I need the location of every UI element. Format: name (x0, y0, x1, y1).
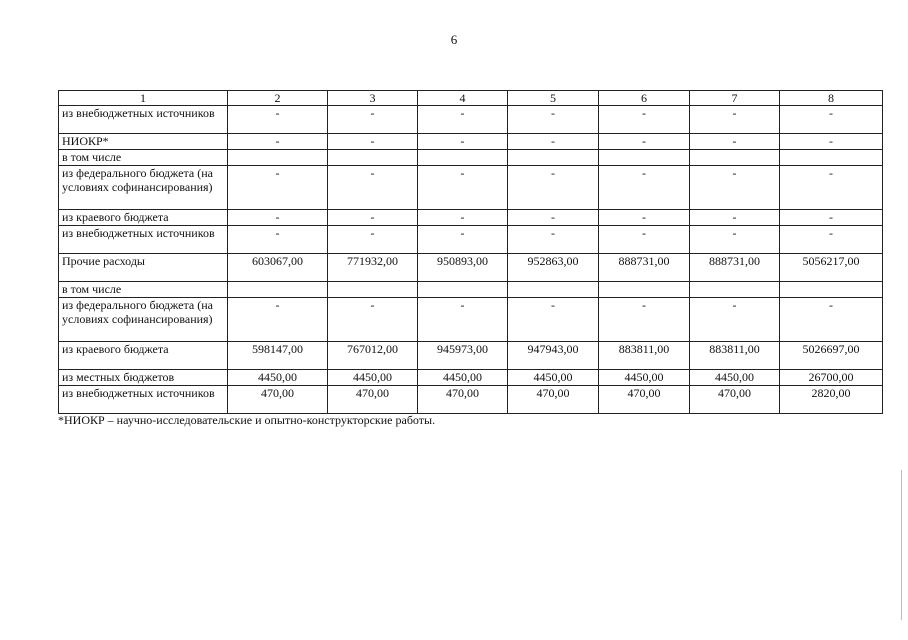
table-cell: - (328, 166, 418, 210)
table-cell (328, 282, 418, 298)
table-cell: 470,00 (508, 386, 599, 414)
table-cell: - (328, 226, 418, 254)
table-cell (328, 150, 418, 166)
row-label: в том числе (59, 150, 228, 166)
table-cell: - (228, 210, 328, 226)
table-cell: - (690, 298, 780, 342)
table-row (59, 298, 883, 342)
table-cell: - (599, 210, 690, 226)
column-header: 4 (418, 91, 508, 106)
row-label: из местных бюджетов (59, 370, 228, 386)
table-row (59, 106, 883, 134)
table-cell: 470,00 (228, 386, 328, 414)
table-cell (690, 150, 780, 166)
table-cell: - (690, 134, 780, 150)
row-label: из федерального бюджета (на условиях софинансирования) (59, 298, 228, 342)
row-label: из краевого бюджета (59, 210, 228, 226)
table-cell: - (228, 226, 328, 254)
row-label: из внебюджетных источников (59, 106, 228, 134)
scan-margin-line (901, 470, 902, 620)
table-cell: - (508, 210, 599, 226)
table-cell: - (418, 106, 508, 134)
table-cell: - (508, 226, 599, 254)
column-header: 7 (690, 91, 780, 106)
table-cell (418, 282, 508, 298)
table-header-row (59, 91, 883, 106)
table-cell: 4450,00 (508, 370, 599, 386)
table-cell: - (780, 210, 883, 226)
table-cell: 470,00 (328, 386, 418, 414)
table-cell: - (690, 106, 780, 134)
page-number: 6 (450, 32, 458, 47)
row-label: Прочие расходы (59, 254, 228, 282)
table-cell: 952863,00 (508, 254, 599, 282)
table-cell: 470,00 (418, 386, 508, 414)
table-cell: - (599, 226, 690, 254)
table-cell (690, 282, 780, 298)
table-row (59, 370, 883, 386)
table-row (59, 282, 883, 298)
table-cell: - (508, 134, 599, 150)
table-row (59, 386, 883, 414)
table-cell: - (780, 106, 883, 134)
table-row (59, 166, 883, 210)
table-cell (599, 282, 690, 298)
table-cell: 888731,00 (690, 254, 780, 282)
row-label: из внебюджетных источников (59, 226, 228, 254)
footnote: *НИОКР – научно-исследовательские и опытно-конструкторские работы. (58, 413, 436, 427)
row-label: из федерального бюджета (на условиях софинансирования) (59, 166, 228, 210)
table-cell: 603067,00 (228, 254, 328, 282)
table-row (59, 134, 883, 150)
table-cell: 598147,00 (228, 342, 328, 370)
table-cell: 4450,00 (418, 370, 508, 386)
table-cell: - (780, 226, 883, 254)
column-header: 2 (228, 91, 328, 106)
table-cell: 470,00 (599, 386, 690, 414)
table-cell (418, 150, 508, 166)
table-cell: 5056217,00 (780, 254, 883, 282)
table-cell: - (599, 134, 690, 150)
table-cell: - (690, 210, 780, 226)
table-cell: 883811,00 (690, 342, 780, 370)
table-cell: 945973,00 (418, 342, 508, 370)
table-cell: 947943,00 (508, 342, 599, 370)
table-cell: 771932,00 (328, 254, 418, 282)
table-cell (508, 282, 599, 298)
table-cell (228, 150, 328, 166)
table-cell: - (508, 106, 599, 134)
table-cell: - (328, 298, 418, 342)
table-cell: 767012,00 (328, 342, 418, 370)
table-cell: 950893,00 (418, 254, 508, 282)
table-cell: - (418, 166, 508, 210)
table-cell: - (418, 298, 508, 342)
table-cell (780, 282, 883, 298)
table-row (59, 342, 883, 370)
table-cell (599, 150, 690, 166)
table-cell: - (690, 226, 780, 254)
column-header: 1 (59, 91, 228, 106)
table-cell: - (508, 166, 599, 210)
table-cell: - (780, 298, 883, 342)
table-cell: 26700,00 (780, 370, 883, 386)
table-cell: 4450,00 (599, 370, 690, 386)
table-cell: 4450,00 (690, 370, 780, 386)
table-cell (508, 150, 599, 166)
budget-table (58, 90, 883, 414)
table-cell: - (228, 298, 328, 342)
row-label: из краевого бюджета (59, 342, 228, 370)
table-cell: - (599, 166, 690, 210)
table-row (59, 226, 883, 254)
table-cell: - (690, 166, 780, 210)
table-cell: - (328, 134, 418, 150)
table-cell: - (508, 298, 599, 342)
row-label: НИОКР* (59, 134, 228, 150)
table-cell: - (228, 106, 328, 134)
table-cell: - (418, 226, 508, 254)
table-cell: - (418, 134, 508, 150)
column-header: 3 (328, 91, 418, 106)
table-cell: - (228, 134, 328, 150)
table-cell: - (780, 134, 883, 150)
column-header: 5 (508, 91, 599, 106)
table-row (59, 150, 883, 166)
table-cell (228, 282, 328, 298)
table-cell: 5026697,00 (780, 342, 883, 370)
table-cell (780, 150, 883, 166)
table-cell: 4450,00 (328, 370, 418, 386)
table-cell: - (418, 210, 508, 226)
table-cell: - (328, 210, 418, 226)
table-cell: - (328, 106, 418, 134)
row-label: из внебюджетных источников (59, 386, 228, 414)
table-cell: 2820,00 (780, 386, 883, 414)
table-row (59, 254, 883, 282)
column-header: 6 (599, 91, 690, 106)
table-row (59, 210, 883, 226)
table-cell: - (228, 166, 328, 210)
column-header: 8 (780, 91, 883, 106)
table-cell: - (780, 166, 883, 210)
row-label: в том числе (59, 282, 228, 298)
table-cell: - (599, 298, 690, 342)
table-cell: 888731,00 (599, 254, 690, 282)
table-cell: 883811,00 (599, 342, 690, 370)
table-cell: 470,00 (690, 386, 780, 414)
table-cell: 4450,00 (228, 370, 328, 386)
table-cell: - (599, 106, 690, 134)
